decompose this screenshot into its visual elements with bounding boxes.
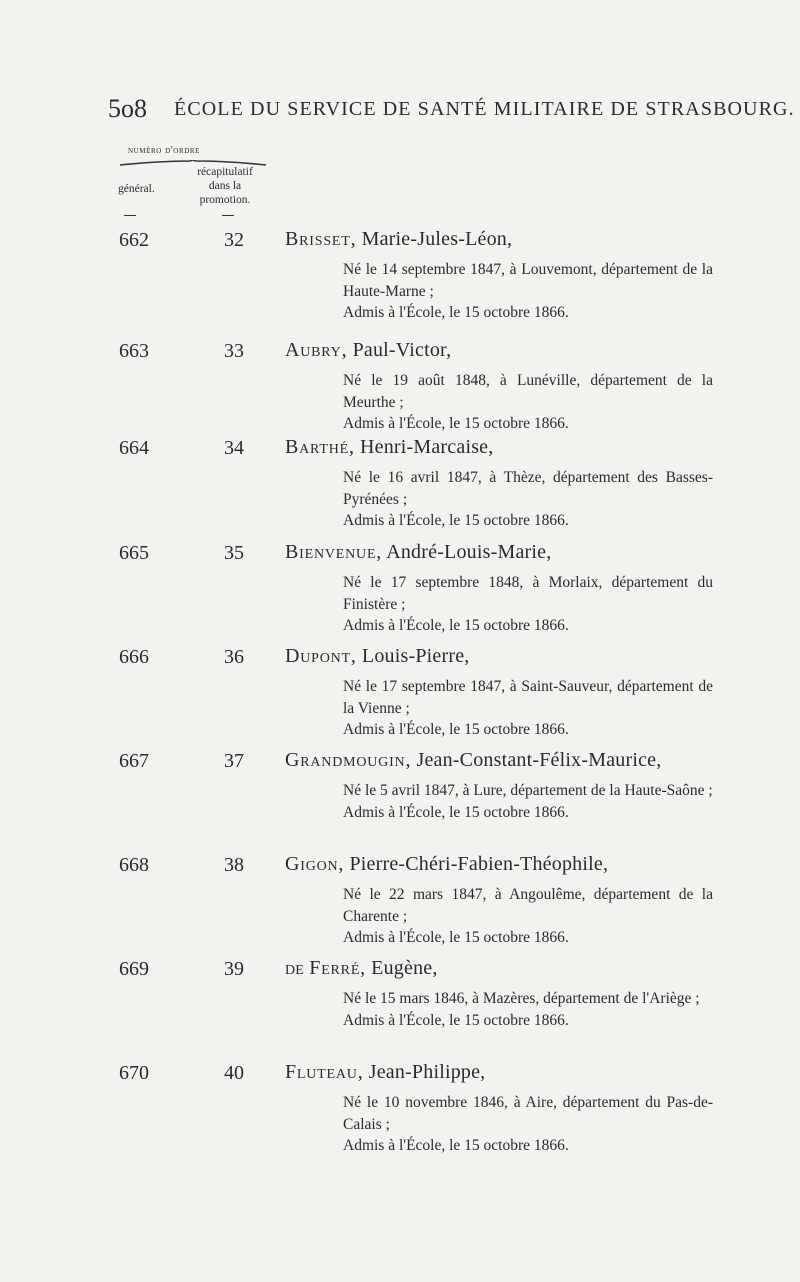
entry-name: [285, 957, 438, 980]
birth-line: Né le 14 septembre 1847, à Louvemont, département de la Haute-Marne ;: [343, 261, 713, 300]
promotion-number: 34: [224, 437, 244, 459]
surname: Bienvenue,: [285, 541, 383, 563]
entry-detail: [343, 1092, 713, 1157]
promotion-number: 36: [224, 646, 244, 668]
entry-name: [285, 436, 493, 459]
surname: Aubry,: [285, 339, 348, 361]
register-entry: [0, 750, 800, 860]
name-particle: de: [285, 957, 305, 979]
entry-detail: [343, 988, 713, 1031]
admission-line: Admis à l'École, le 15 octobre 1866.: [343, 1011, 569, 1029]
given-names: André-Louis-Marie,: [386, 541, 552, 563]
column-group-label: numéro d'ordre: [128, 145, 201, 156]
given-names: Jean-Philippe,: [368, 1061, 486, 1083]
admission-line: Admis à l'École, le 15 octobre 1866.: [343, 617, 569, 634]
register-entry: [0, 854, 800, 964]
general-number: 669: [119, 958, 149, 980]
admission-line: Admis à l'École, le 15 octobre 1866.: [343, 721, 569, 738]
column-headers: [118, 145, 278, 225]
entry-name: [285, 339, 451, 362]
promotion-number: 35: [224, 542, 244, 564]
promotion-number: 33: [224, 340, 244, 362]
column-rule: [124, 215, 136, 216]
general-number: 663: [119, 340, 149, 362]
given-names: Paul-Victor,: [352, 339, 452, 361]
column-recap-line: récapitulatif: [197, 166, 253, 178]
general-number: 665: [119, 542, 149, 564]
column-recap-line: dans la: [208, 180, 242, 192]
promotion-number: 39: [224, 958, 244, 980]
admission-line: Admis à l'École, le 15 octobre 1866.: [343, 512, 569, 529]
register-entry: [0, 646, 800, 756]
entry-detail: [343, 884, 713, 949]
page-number: 5o8: [108, 94, 147, 123]
register-entry: [0, 340, 800, 450]
surname: Dupont,: [285, 645, 357, 667]
entry-name: [285, 853, 608, 876]
surname: Brisset,: [285, 228, 357, 250]
admission-line: Admis à l'École, le 15 octobre 1866.: [343, 1137, 569, 1154]
promotion-number: 37: [224, 750, 244, 772]
given-names: Henri-Marcaise,: [359, 436, 494, 458]
entry-detail: [343, 467, 713, 532]
promotion-number: 32: [224, 229, 244, 251]
entry-detail: [343, 370, 713, 435]
given-names: Marie-Jules-Léon,: [361, 228, 513, 250]
given-names: Louis-Pierre,: [361, 645, 470, 667]
entry-name: [285, 541, 551, 564]
given-names: Eugène,: [371, 957, 438, 979]
column-recap-line: promotion.: [199, 194, 251, 206]
general-number: 666: [119, 646, 149, 668]
entry-name: [285, 1061, 485, 1084]
admission-line: Admis à l'École, le 15 octobre 1866.: [343, 415, 569, 432]
given-names: Jean-Constant-Félix-Maurice,: [416, 749, 662, 771]
register-entry: [0, 229, 800, 339]
birth-line: Né le 17 septembre 1848, à Morlaix, département du Finistère ;: [343, 574, 713, 613]
birth-line: Né le 22 mars 1847, à Angoulême, département de la Charente ;: [343, 886, 713, 925]
general-number: 670: [119, 1062, 149, 1084]
running-title: ÉCOLE DU SERVICE DE SANTÉ MILITAIRE DE STRASBOURG.: [174, 98, 795, 120]
surname: Fluteau,: [285, 1061, 364, 1083]
register-entry: [0, 1062, 800, 1172]
register-entry: [0, 437, 800, 547]
entry-name: [285, 228, 512, 251]
birth-line: Né le 10 novembre 1846, à Aire, département du Pas-de-Calais ;: [343, 1094, 713, 1133]
admission-line: Admis à l'École, le 15 octobre 1866.: [343, 304, 569, 321]
entry-detail: [343, 259, 713, 324]
general-number: 664: [119, 437, 149, 459]
admission-line: Admis à l'École, le 15 octobre 1866.: [343, 929, 569, 946]
birth-line: Né le 5 avril 1847, à Lure, département de la Haute-Saône ;: [343, 782, 713, 799]
column-recap-label: [170, 165, 280, 207]
birth-line: Né le 19 août 1848, à Lunéville, département de la Meurthe ;: [343, 372, 713, 411]
entry-name: [285, 749, 661, 772]
surname: Grandmougin,: [285, 749, 412, 771]
surname: Ferré,: [309, 957, 366, 979]
surname: Barthé,: [285, 436, 355, 458]
register-entry: [0, 958, 800, 1068]
promotion-number: 40: [224, 1062, 244, 1084]
admission-line: Admis à l'École, le 15 octobre 1866.: [343, 803, 569, 821]
general-number: 667: [119, 750, 149, 772]
entry-name: [285, 645, 470, 668]
column-general-label: général.: [118, 183, 155, 195]
column-rule: [222, 215, 234, 216]
given-names: Pierre-Chéri-Fabien-Théophile,: [349, 853, 609, 875]
register-entry: [0, 542, 800, 652]
general-number: 668: [119, 854, 149, 876]
running-head: [108, 94, 795, 126]
entry-detail: [343, 780, 713, 823]
birth-line: Né le 16 avril 1847, à Thèze, département des Basses-Pyrénées ;: [343, 469, 713, 508]
birth-line: Né le 15 mars 1846, à Mazères, département de l'Ariège ;: [343, 990, 700, 1007]
promotion-number: 38: [224, 854, 244, 876]
surname: Gigon,: [285, 853, 345, 875]
birth-line: Né le 17 septembre 1847, à Saint-Sauveur, département de la Vienne ;: [343, 678, 713, 717]
entry-detail: [343, 572, 713, 637]
entry-detail: [343, 676, 713, 741]
general-number: 662: [119, 229, 149, 251]
